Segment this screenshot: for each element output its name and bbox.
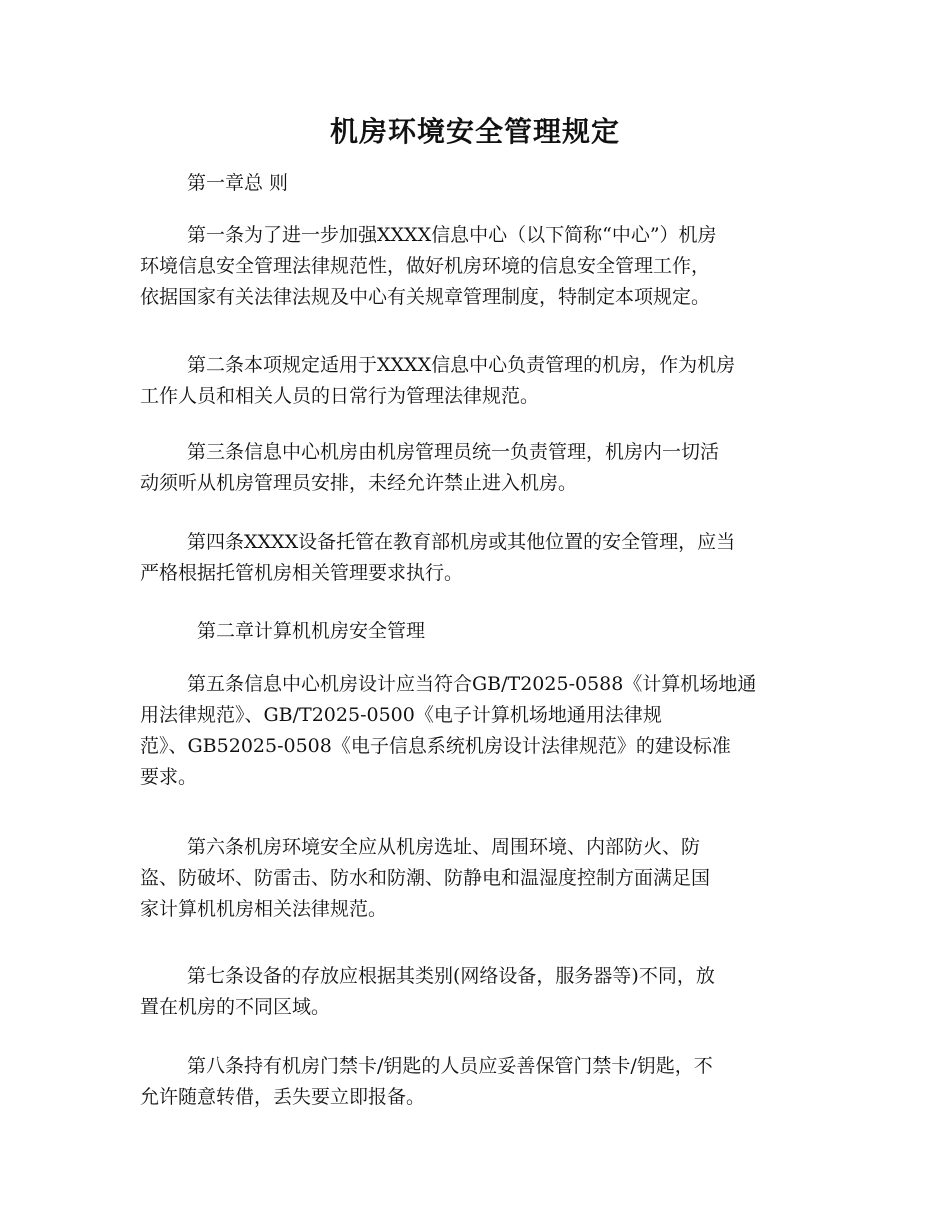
article-3-line-2: 动须听从机房管理员安排，未经允许禁止进入机房。 [140,472,578,494]
article-6 [140,832,812,925]
article-8-line-2: 允许随意转借，丢失要立即报备。 [140,1086,426,1108]
article-2-line-2: 工作人员和相关人员的日常行为管理法律规范。 [140,385,540,407]
article-5-line-1: 第五条信息中心机房设计应当符合GB/T2025-0588《计算机场地通 [187,673,757,695]
chapter-heading-2: 第二章计算机机房安全管理 [197,620,426,642]
article-1 [140,220,812,313]
article-1-line-3: 依据国家有关法律法规及中心有关规章管理制度，特制定本项规定。 [140,286,711,308]
document-title: 机房环境安全管理规定 [329,115,620,148]
article-8 [140,1051,812,1113]
article-6-line-1: 第六条机房环境安全应从机房选址、周围环境、内部防火、防 [187,836,701,858]
article-2 [140,350,812,412]
article-3-line-1: 第三条信息中心机房由机房管理员统一负责管理，机房内一切活 [187,441,720,463]
article-2-line-1: 第二条本项规定适用于XXXX信息中心负责管理的机房，作为机房 [187,354,736,376]
article-4-line-2: 严格根据托管机房相关管理要求执行。 [140,562,464,584]
article-5 [140,669,812,793]
article-4 [140,527,812,589]
article-6-line-3: 家计算机机房相关法律规范。 [140,898,388,920]
article-8-line-1: 第八条持有机房门禁卡/钥匙的人员应妥善保管门禁卡/钥匙，不 [187,1055,713,1077]
article-1-line-1: 第一条为了进一步加强XXXX信息中心（以下简称“中心”）机房 [187,224,717,246]
article-4-line-1: 第四条XXXX设备托管在教育部机房或其他位置的安全管理，应当 [187,531,736,553]
article-3 [140,437,812,499]
article-6-line-2: 盗、防破坏、防雷击、防水和防潮、防静电和温湿度控制方面满足国 [140,867,711,889]
article-7 [140,961,812,1023]
article-1-line-2: 环境信息安全管理法律规范性，做好机房环境的信息安全管理工作， [140,255,711,277]
article-5-line-2: 用法律规范》、GB/T2025-0500《电子计算机场地通用法律规 [140,704,662,726]
article-5-line-4: 要求。 [140,766,198,788]
article-5-line-3: 范》、GB52025-0508《电子信息系统机房设计法律规范》的建设标准 [140,735,731,757]
article-7-line-1: 第七条设备的存放应根据其类别(网络设备，服务器等)不同，放 [187,965,715,987]
chapter-heading-1: 第一章总 则 [187,172,289,194]
article-7-line-2: 置在机房的不同区域。 [140,996,331,1018]
